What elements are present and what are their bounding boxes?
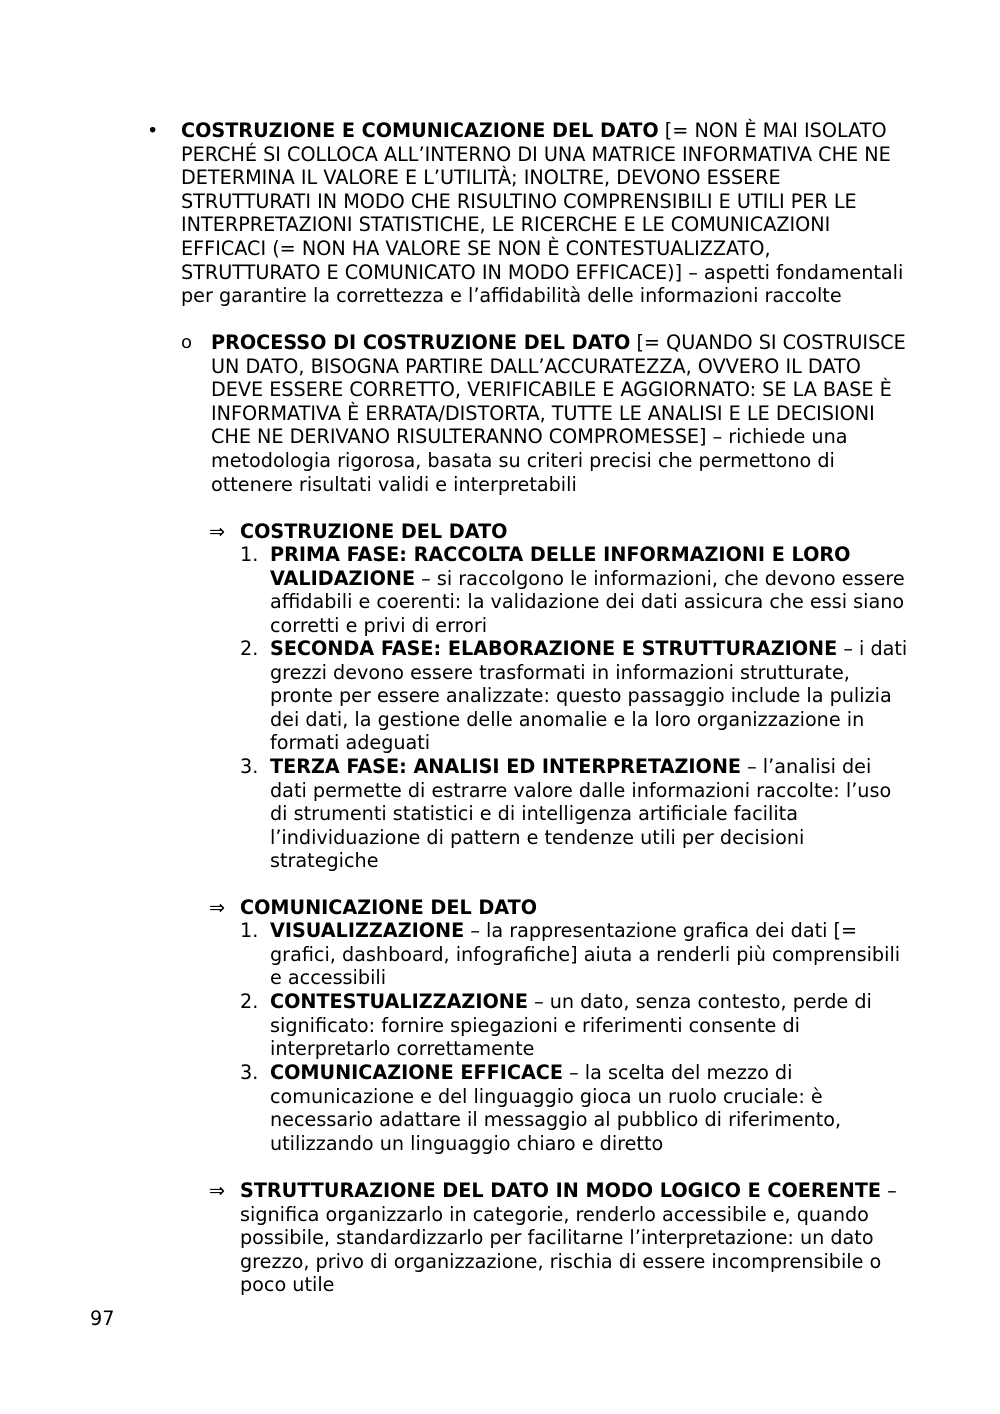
- item-body: – la rappresentazione grafica dei dati [= grafici, dashboard, infografiche] aiuta a renderli più comprensibili e accessibili: [270, 919, 901, 990]
- list-number: 1.: [240, 919, 259, 942]
- list-number: 2.: [240, 637, 259, 660]
- item-heading: PROCESSO DI COSTRUZIONE DEL DATO: [211, 331, 631, 354]
- list-item-text: [270, 990, 912, 1061]
- item-heading: PRIMA FASE: RACCOLTA DELLE INFORMAZIONI E LORO VALIDAZIONE: [270, 543, 851, 590]
- bullet-item-text: [181, 119, 911, 308]
- arrow-right-icon: ⇒: [209, 1179, 226, 1202]
- section-text: [240, 1179, 912, 1297]
- page-number: 97: [90, 1307, 115, 1330]
- list-item-text: [270, 1061, 912, 1155]
- list-item-text: [270, 543, 912, 637]
- item-body: – i dati grezzi devono essere trasformati in informazioni strutturate, pronte per essere analizzate: questo passaggio include la pulizia dei dati, la gestione delle anomalie e la loro organizzazione in formati adeguati: [270, 637, 908, 755]
- section-heading: [240, 520, 912, 544]
- list-item-text: [270, 755, 912, 873]
- item-heading: COSTRUZIONE E COMUNICAZIONE DEL DATO: [181, 119, 659, 142]
- section-title: STRUTTURAZIONE DEL DATO IN MODO LOGICO E COERENTE: [240, 1179, 882, 1202]
- list-item-text: [270, 919, 912, 990]
- item-heading: SECONDA FASE: ELABORAZIONE E STRUTTURAZIONE: [270, 637, 838, 660]
- list-number: 1.: [240, 543, 259, 566]
- list-number: 2.: [240, 990, 259, 1013]
- item-heading: CONTESTUALIZZAZIONE: [270, 990, 528, 1013]
- section-title: COMUNICAZIONE DEL DATO: [240, 896, 538, 919]
- item-heading: COMUNICAZIONE EFFICACE: [270, 1061, 563, 1084]
- item-heading: TERZA FASE: ANALISI ED INTERPRETAZIONE: [270, 755, 742, 778]
- item-body: – l’analisi dei dati permette di estrarre valore dalle informazioni raccolte: l’uso di strumenti statistici e di intelligenza artificiale facilita l’individuazione di pattern e tendenze utili per decisioni strategiche: [270, 755, 892, 873]
- section-title: COSTRUZIONE DEL DATO: [240, 520, 508, 543]
- list-item-text: [270, 637, 912, 755]
- item-body: – significa organizzarlo in categorie, renderlo accessibile e, quando possibile, standardizzarlo per facilitarne l’interpretazione: un dato grezzo, privo di organizzazione, rischia di essere incomprensibile o poco utile: [240, 1179, 897, 1297]
- item-body: – un dato, senza contesto, perde di significato: fornire spiegazioni e riferimenti consente di interpretarlo correttamente: [270, 990, 872, 1061]
- list-number: 3.: [240, 1061, 259, 1084]
- section-heading: [240, 896, 912, 920]
- item-body: – si raccolgono le informazioni, che devono essere affidabili e coerenti: la validazione dei dati assicura che essi siano corretti e privi di errori: [270, 566, 905, 637]
- bullet-circle-icon: o: [181, 332, 193, 353]
- arrow-right-icon: ⇒: [209, 520, 226, 543]
- item-heading: VISUALIZZAZIONE: [270, 919, 465, 942]
- sub-item-text: [211, 331, 911, 496]
- arrow-right-icon: ⇒: [209, 896, 226, 919]
- item-body: – la scelta del mezzo di comunicazione e del linguaggio gioca un ruolo cruciale: è necessario adattare il messaggio al pubblico di riferimento, utilizzando un linguaggio chiaro e diretto: [270, 1061, 842, 1155]
- item-body: [= NON È MAI ISOLATO PERCHÉ SI COLLOCA ALL’INTERNO DI UNA MATRICE INFORMATIVA CHE NE DETERMINA IL VALORE E L’UTILITÀ; INOLTRE, DEVONO ESSERE STRUTTURATI IN MODO CHE RISULTINO COMPRENSIBILI E UTILI PER LE INTERPRETAZIONI STATISTICHE, LE RICERCHE E LE COMUNICAZIONI EFFICACI (= NON HA VALORE SE NON È CONTESTUALIZZATO, STRUTTURATO E COMUNICATO IN MODO EFFICACE)] – aspetti fondamentali per garantire la correttezza e l’affidabilità delle informazioni raccolte: [181, 119, 904, 308]
- list-number: 3.: [240, 755, 259, 778]
- bullet-dot-icon: •: [147, 119, 159, 142]
- item-body: [= QUANDO SI COSTRUISCE UN DATO, BISOGNA PARTIRE DALL’ACCURATEZZA, OVVERO IL DATO DEVE ESSERE CORRETTO, VERIFICABILE E AGGIORNATO: SE LA BASE È INFORMATIVA È ERRATA/DISTORTA, TUTTE LE ANALISI E LE DECISIONI CHE NE DERIVANO RISULTERANNO COMPROMESSE] – richiede una metodologia rigorosa, basata su criteri precisi che permettono di ottenere risultati validi e interpretabili: [211, 331, 906, 496]
